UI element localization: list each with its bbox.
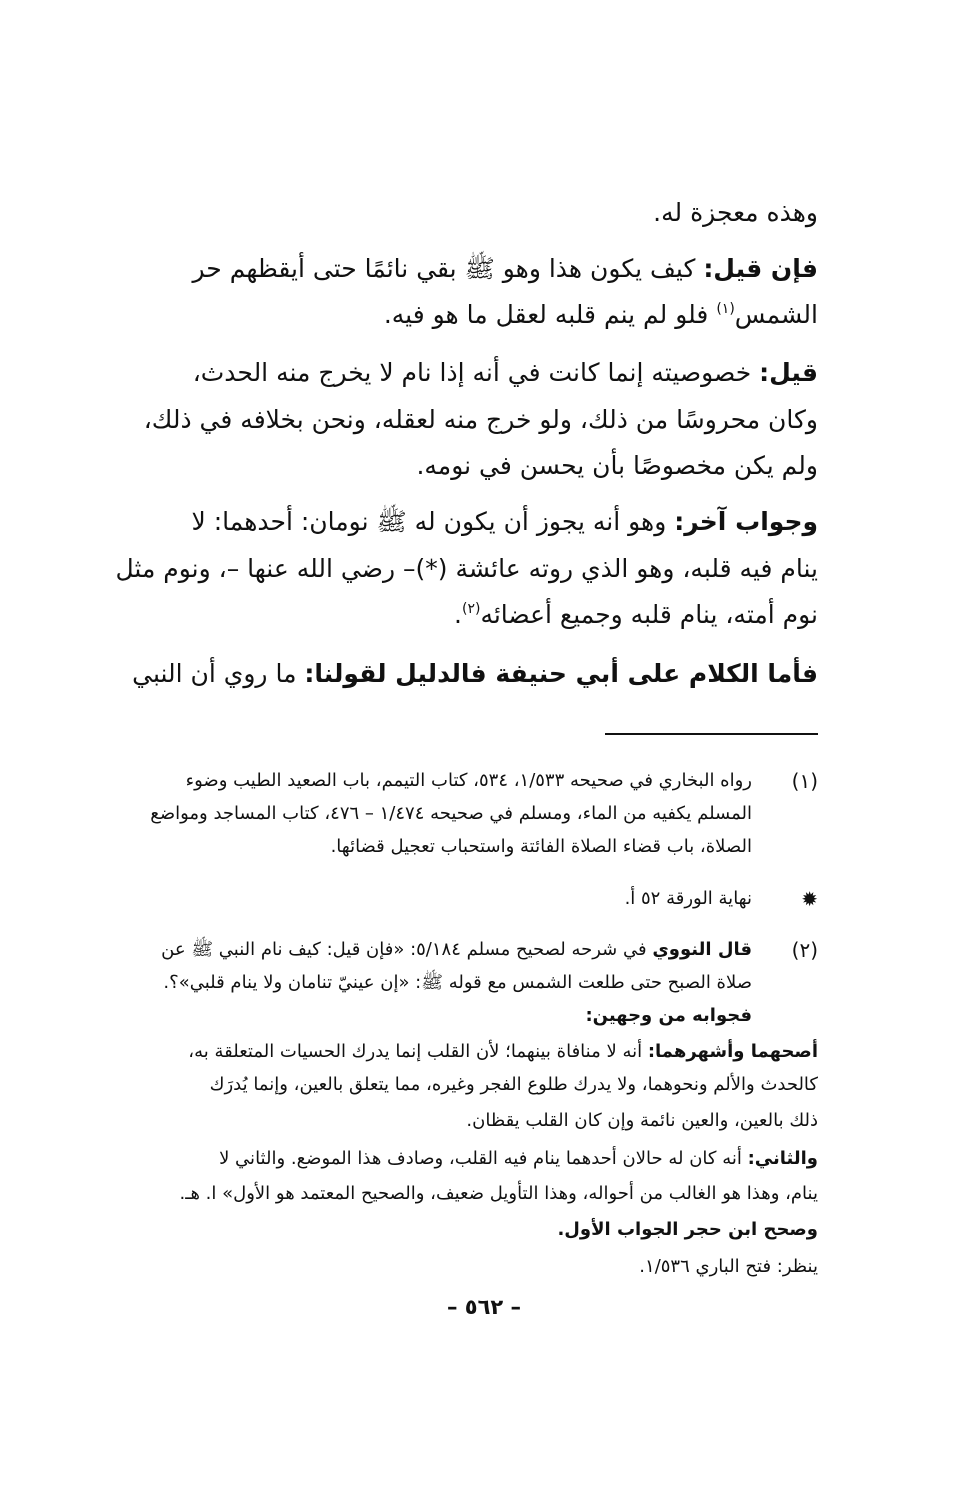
asterisk-icon: ✹	[801, 887, 818, 911]
text-span: الشمس	[734, 300, 818, 329]
footnote-line: وصحح ابن حجر الجواب الأول.	[557, 1219, 818, 1240]
text-span: وكان محروسًا من ذلك، ولو خرج منه لعقله، ونحن بخلافه في ذلك،	[143, 405, 818, 434]
text-line	[384, 298, 818, 332]
footnote-line	[188, 1037, 818, 1067]
footnote-line: فجوابه من وجهين:	[585, 1005, 752, 1026]
page-number: – ٥٦٢ –	[446, 1295, 522, 1319]
text-span: .	[454, 600, 462, 629]
footnote-line	[219, 1144, 818, 1174]
footnote-line: كالحدث والألم ونحوهما، ولا يدرك طلوع الفجر وغيره، مما يتعلق بالعين، وإنما يُدرَك	[209, 1074, 818, 1095]
text-line	[416, 449, 818, 483]
footnote-lead: أصحهما وأشهرهما:	[647, 1041, 818, 1062]
text-span: في شرحه لصحيح مسلم ٥/١٨٤: «فإن قيل: كيف نام النبي ﷺ عن	[161, 939, 653, 960]
text-line	[115, 552, 818, 586]
footnote-line: ينظر: فتح الباري ١/٥٣٦.	[639, 1256, 818, 1277]
text-line	[193, 356, 818, 390]
text-span: ما روي أن النبي	[132, 659, 305, 688]
text-line	[132, 657, 818, 691]
footnote-lead: قال النووي	[652, 939, 752, 960]
text-span: أنه كان له حالان أحدهما ينام فيه القلب، وصادف هذا الموضع. والثاني لا	[219, 1148, 748, 1169]
footnote-separator	[605, 733, 818, 735]
footnote-line: ذلك بالعين، والعين نائمة وإن كان القلب يقظان.	[466, 1110, 818, 1131]
paragraph-lead: فإن قيل:	[703, 254, 818, 283]
footnote-line: رواه البخاري في صحيحه ١/٥٣٣، ٥٣٤، كتاب التيمم، باب الصعيد الطيب وضوء	[185, 770, 752, 791]
text-line	[144, 403, 818, 437]
text-span: خصوصيته إنما كانت في أنه إذا نام لا يخرج منه الحدث،	[192, 358, 760, 387]
footnote-line: الصلاة، باب قضاء الصلاة الفائتة واستحباب تعجيل قضائها.	[330, 836, 752, 857]
footnote-line: نهاية الورقة ٥٢ أ.	[624, 888, 752, 909]
footnote-line: صلاة الصبح حتى طلعت الشمس مع قوله ﷺ: «إن عينيّ تنامان ولا ينام قلبي»؟.	[163, 972, 752, 993]
text-line	[192, 505, 818, 539]
footnote-number: (٢)	[791, 938, 818, 962]
text-span: ولم يكن مخصوصًا بأن يحسن في نومه.	[416, 451, 818, 480]
text-span: ينام فيه قلبه، وهو الذي روته عائشة (*)– رضي الله عنها –، ونوم مثل	[115, 554, 818, 583]
footnote-line: ينام، وهذا هو الغالب من أحواله، وهذا التأويل ضعيف، والصحيح المعتمد هو الأول» ا. هـ.	[179, 1183, 818, 1204]
footnote-line	[161, 935, 752, 965]
footnote-ref[interactable]: (٢)	[461, 601, 481, 617]
text-line	[193, 252, 819, 286]
text-line	[653, 196, 818, 230]
footnote-ref[interactable]: (١)	[716, 301, 735, 317]
paragraph-lead: وجواب آخر:	[674, 507, 818, 536]
footnote-lead: والثاني:	[747, 1148, 818, 1169]
text-span: كيف يكون هذا وهو ﷺ بقي نائمًا حتى أيقظهم حر	[192, 254, 704, 283]
text-span: نوم أمته، ينام قلبه وجميع أعضائه	[480, 600, 818, 629]
paragraph-lead: قيل:	[759, 358, 818, 387]
text-line	[454, 598, 818, 632]
text-span: وهو أنه يجوز أن يكون له ﷺ نومان: أحدهما: لا	[191, 507, 675, 536]
footnote-number: (١)	[791, 769, 818, 793]
text-span: أنه لا منافاة بينهما؛ لأن القلب إنما يدرك الحسيات المتعلقة به،	[188, 1041, 648, 1062]
footnote-line: المسلم يكفيه من الماء، ومسلم في صحيحه ١/٤٧٤ – ٤٧٦، كتاب المساجد ومواضع	[150, 803, 752, 824]
paragraph-lead: فأما الكلام على أبي حنيفة فالدليل لقولنا:	[304, 659, 818, 688]
text-span: وهذه معجزة له.	[653, 198, 818, 227]
text-span: فلو لم ينم قلبه لعقل ما هو فيه.	[383, 300, 717, 329]
